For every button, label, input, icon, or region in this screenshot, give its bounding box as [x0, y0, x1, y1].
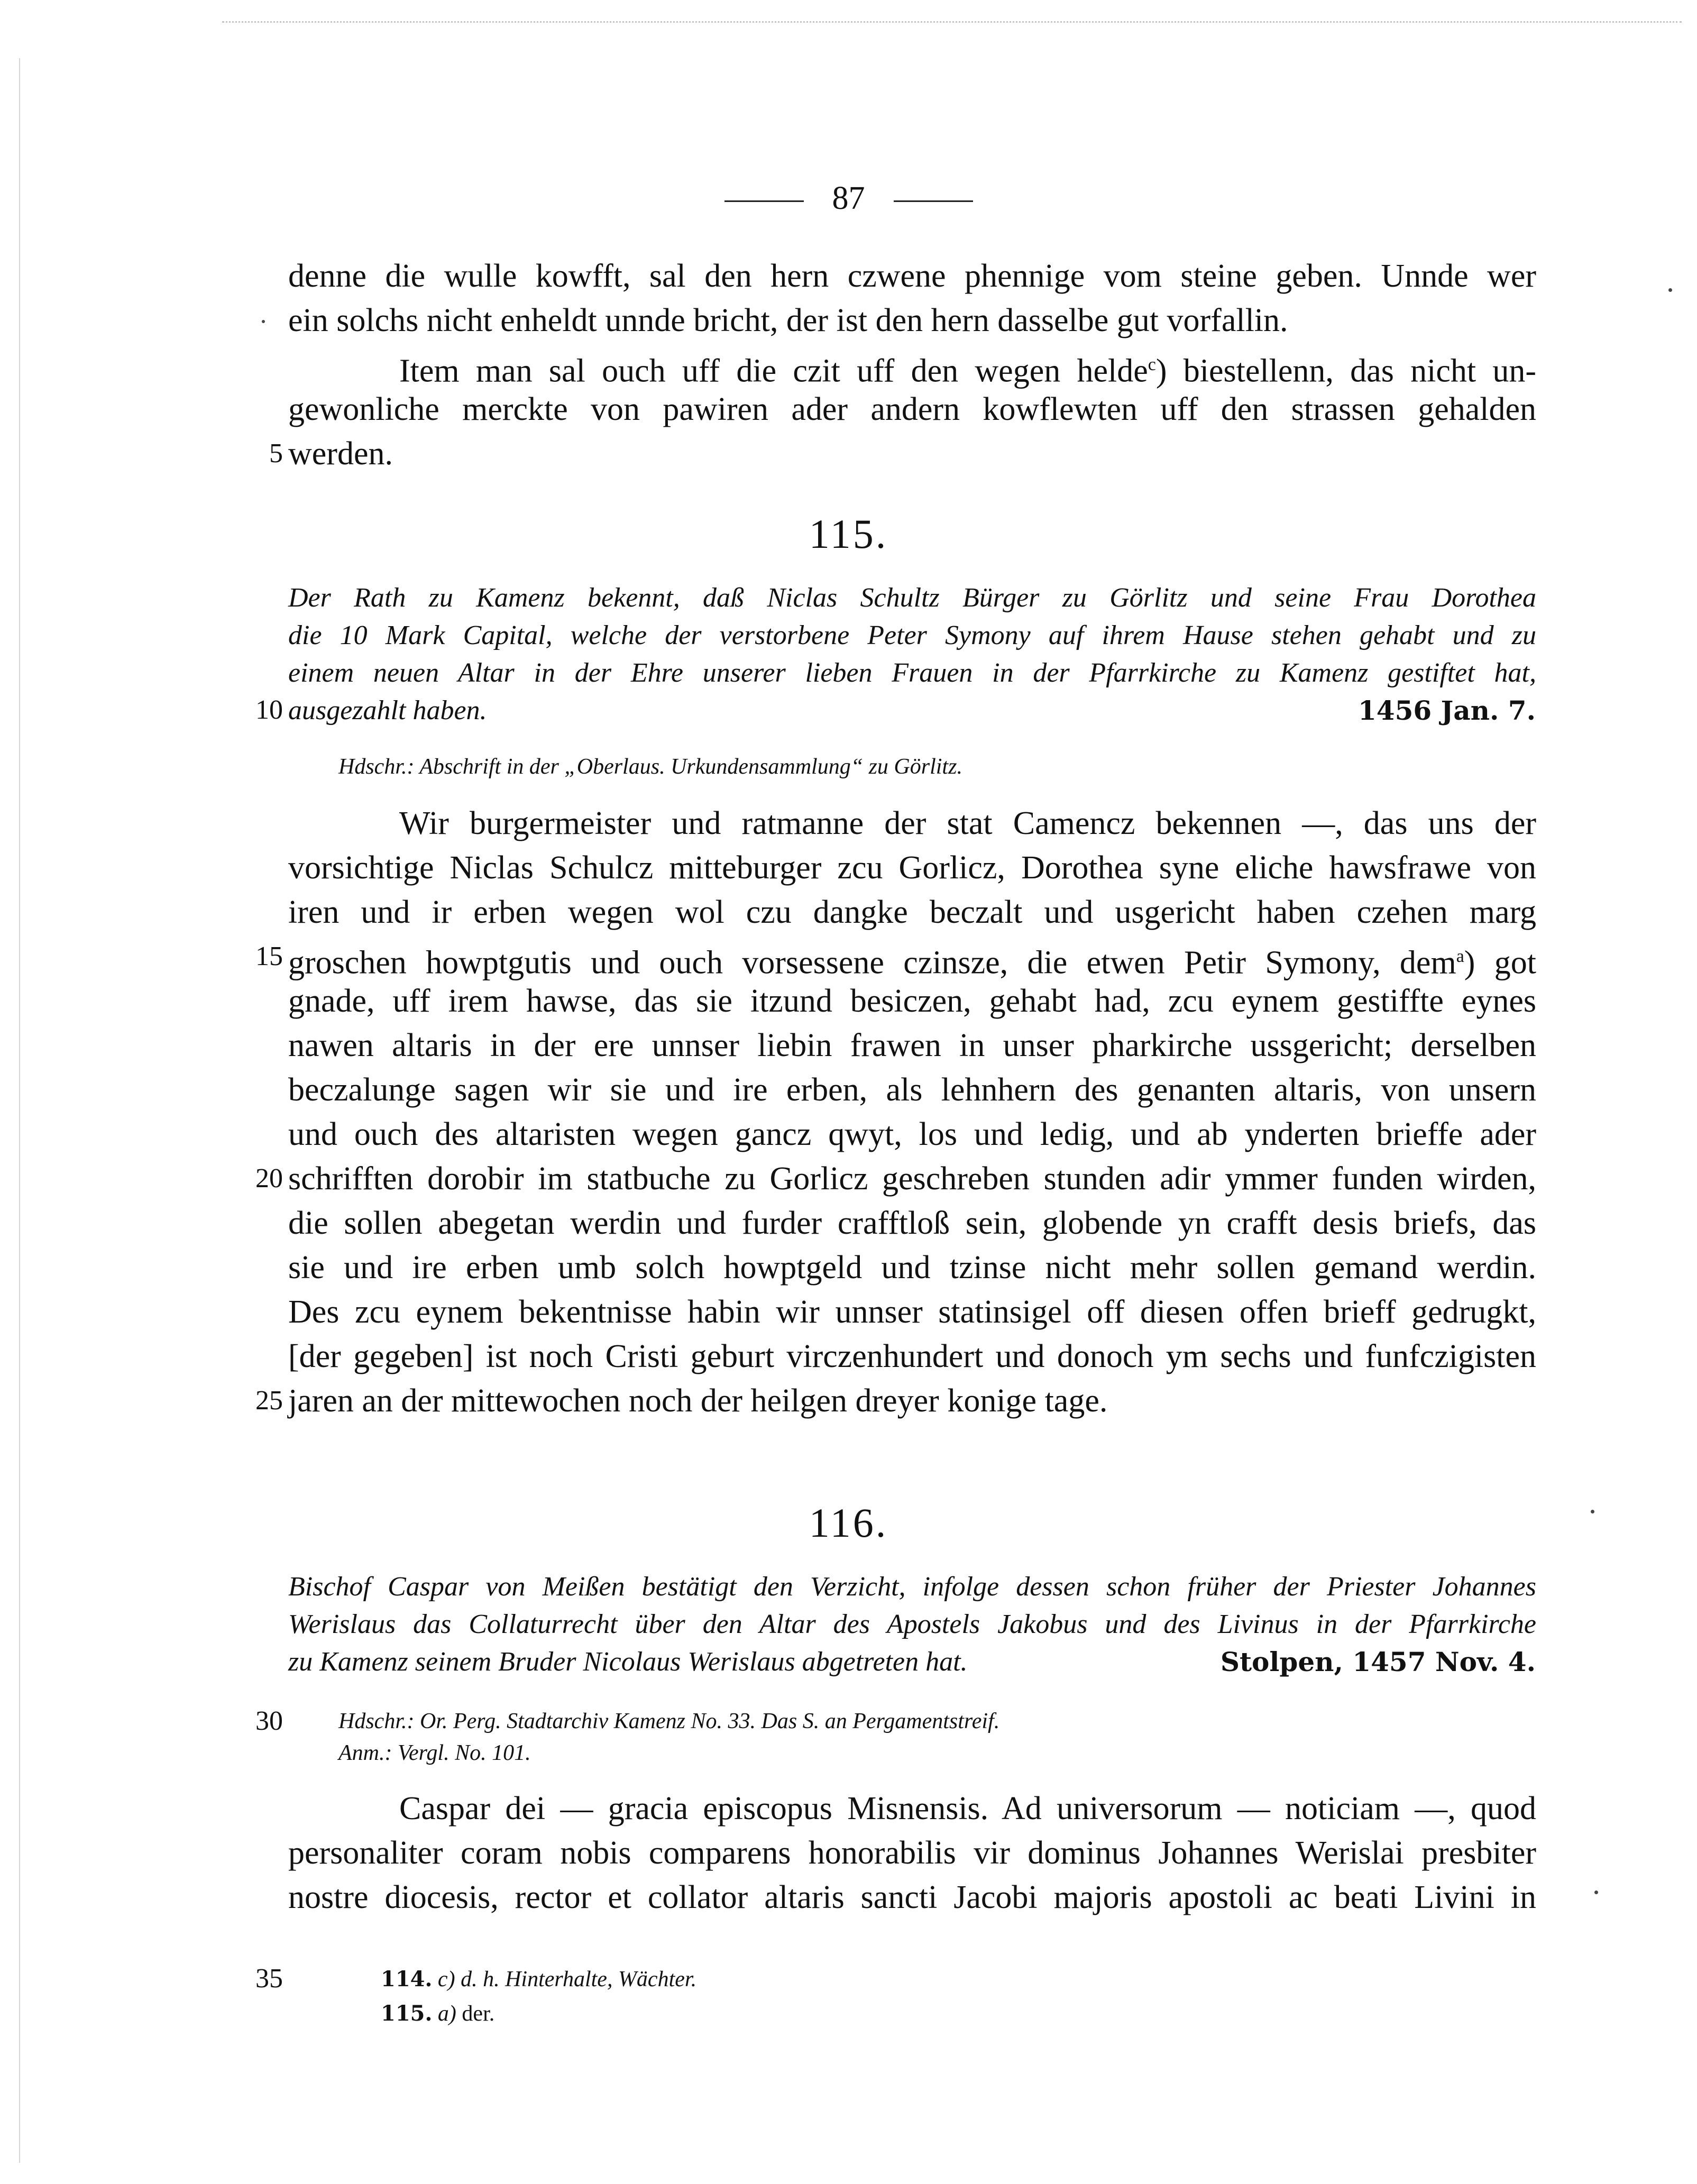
page-edge [19, 58, 20, 2163]
text-line: iren und ir erben wegen wol czu dangke beczalt und usgericht haben czehen marg [288, 894, 1536, 930]
source-note: Hdschr.: Or. Perg. Stadtarchiv Kamenz No. 33. Das S. an Pergamentstreif. [338, 1709, 1000, 1733]
line-number: 5 [269, 438, 283, 469]
footnote-mark: c) [437, 1967, 455, 1992]
footnote [381, 1997, 494, 2030]
footnote-text: der. [462, 2002, 495, 2026]
scan-speck [262, 320, 265, 323]
line-number: 35 [255, 1963, 283, 1994]
text-line: und ouch des altaristen wegen gancz qwyt, los und ledig, und ab ynderten brieffe ader [288, 1116, 1536, 1152]
text-line: Wir burgermeister und ratmanne der stat Camencz bekennen —, das uns der [399, 805, 1536, 841]
text-line: jaren an der mittewochen noch der heilgen dreyer konige tage. [288, 1383, 1108, 1419]
text-line: schrifften dorobir im statbuche zu Gorlicz geschreben stunden adir ymmer funden wirden, [288, 1161, 1536, 1197]
text-line: nostre diocesis, rector et collator altaris sancti Jacobi majoris apostoli ac beati Livini in [288, 1879, 1536, 1915]
document-date: Stolpen, 1457 Nov. 4. [1220, 1646, 1536, 1677]
regest-line: Bischof Caspar von Meißen bestätigt den Verzicht, infolge dessen schon früher der Priester Johannes [288, 1572, 1536, 1602]
footnote-mark: a [1456, 947, 1464, 966]
footnote-ref: 114. [381, 1967, 433, 1992]
scan-top-rule [222, 21, 1682, 23]
text-line: gnade, uff irem hawse, das sie itzund besiczen, gehabt had, zcu eynem gestiffte eynes [288, 983, 1536, 1019]
regest-line: Der Rath zu Kamenz bekennt, daß Niclas Schultz Bürger zu Görlitz und seine Frau Dorothea [288, 583, 1536, 613]
scan-speck [1668, 288, 1672, 292]
line-number: 20 [255, 1163, 283, 1194]
footnote-text: d. h. Hinterhalte, Wächter. [461, 1967, 697, 1992]
scan-speck [1591, 1510, 1594, 1513]
text-line: vorsichtige Niclas Schulcz mitteburger zcu Gorlicz, Dorothea syne eliche hawsfrawe von [288, 850, 1536, 886]
source-note: Hdschr.: Abschrift in der „Oberlaus. Urkundensammlung“ zu Görlitz. [338, 755, 962, 779]
text-line: werden. [288, 436, 393, 472]
text-line: gewonliche merckte von pawiren ader andern kowflewten uff den strassen gehalden [288, 391, 1536, 427]
document-number: 116. [809, 1500, 888, 1546]
regest-line: zu Kamenz seinem Bruder Nicolaus Werislaus abgetreten hat. [288, 1647, 968, 1677]
source-note: Anm.: Vergl. No. 101. [338, 1741, 531, 1765]
text-line: Item man sal ouch uff die czit uff den wegen helde$^c$) biestellenn, das nicht un- [399, 353, 1537, 389]
document-number: 115. [809, 511, 888, 557]
text-line: Caspar dei — gracia episcopus Misnensis. Ad universorum — noticiam —, quod [399, 1791, 1536, 1827]
footnote [381, 1963, 696, 1996]
text-line: beczalunge sagen wir sie und ire erben, als lehnhern des genanten altaris, von unsern [288, 1072, 1536, 1108]
header-dash-left [724, 200, 804, 202]
text-line: Des zcu eynem bekentnisse habin wir unnser statinsigel off diesen offen brieff gedrugkt, [288, 1294, 1536, 1330]
page-number: 87 [832, 180, 865, 216]
text-line: sie und ire erben umb solch howptgeld und tzinse nicht mehr sollen gemand werdin. [288, 1250, 1536, 1286]
footnote-mark: a) [437, 2002, 456, 2026]
text-line: ein solchs nicht enheldt unnde bricht, der ist den hern dasselbe gut vorfallin. [288, 302, 1288, 338]
scan-speck [1594, 1891, 1598, 1894]
text-line: [der gegeben] ist noch Cristi geburt virczenhundert und donoch ym sechs und funfczigisten [288, 1338, 1536, 1374]
text-line: die sollen abegetan werdin und furder crafftloß sein, globende yn crafft desis briefs, das [288, 1205, 1536, 1241]
regest-line: ausgezahlt haben. [288, 695, 487, 726]
regest-line: Werislaus das Collaturrecht über den Altar des Apostels Jakobus und des Livinus in der Pfarrkirche [288, 1609, 1536, 1639]
line-number: 25 [255, 1385, 283, 1416]
text-line: denne die wulle kowfft, sal den hern czwene phennige vom steine geben. Unnde wer [288, 258, 1536, 294]
header-dash-right [894, 200, 973, 202]
text-line: personaliter coram nobis comparens honorabilis vir dominus Johannes Werislai presbiter [288, 1835, 1536, 1871]
page-header [0, 175, 1697, 222]
line-number: 10 [255, 695, 283, 725]
text-line: groschen howptgutis und ouch vorsessene czinsze, die etwen Petir Symony, dem$^a$) got [288, 944, 1536, 981]
regest-line: die 10 Mark Capital, welche der verstorbene Peter Symony auf ihrem Hause stehen gehabt und zu [288, 620, 1536, 650]
line-number: 30 [255, 1706, 283, 1736]
text-line: nawen altaris in der ere unnser liebin frawen in unser pharkirche ussgericht; derselben [288, 1027, 1536, 1063]
regest-line: einem neuen Altar in der Ehre unserer lieben Frauen in der Pfarrkirche zu Kamenz gestiftet hat, [288, 658, 1536, 688]
document-date: 1456 Jan. 7. [1358, 695, 1536, 726]
footnote-ref: 115. [381, 2001, 433, 2026]
line-number: 15 [255, 941, 283, 971]
footnote-mark: c [1148, 355, 1156, 374]
